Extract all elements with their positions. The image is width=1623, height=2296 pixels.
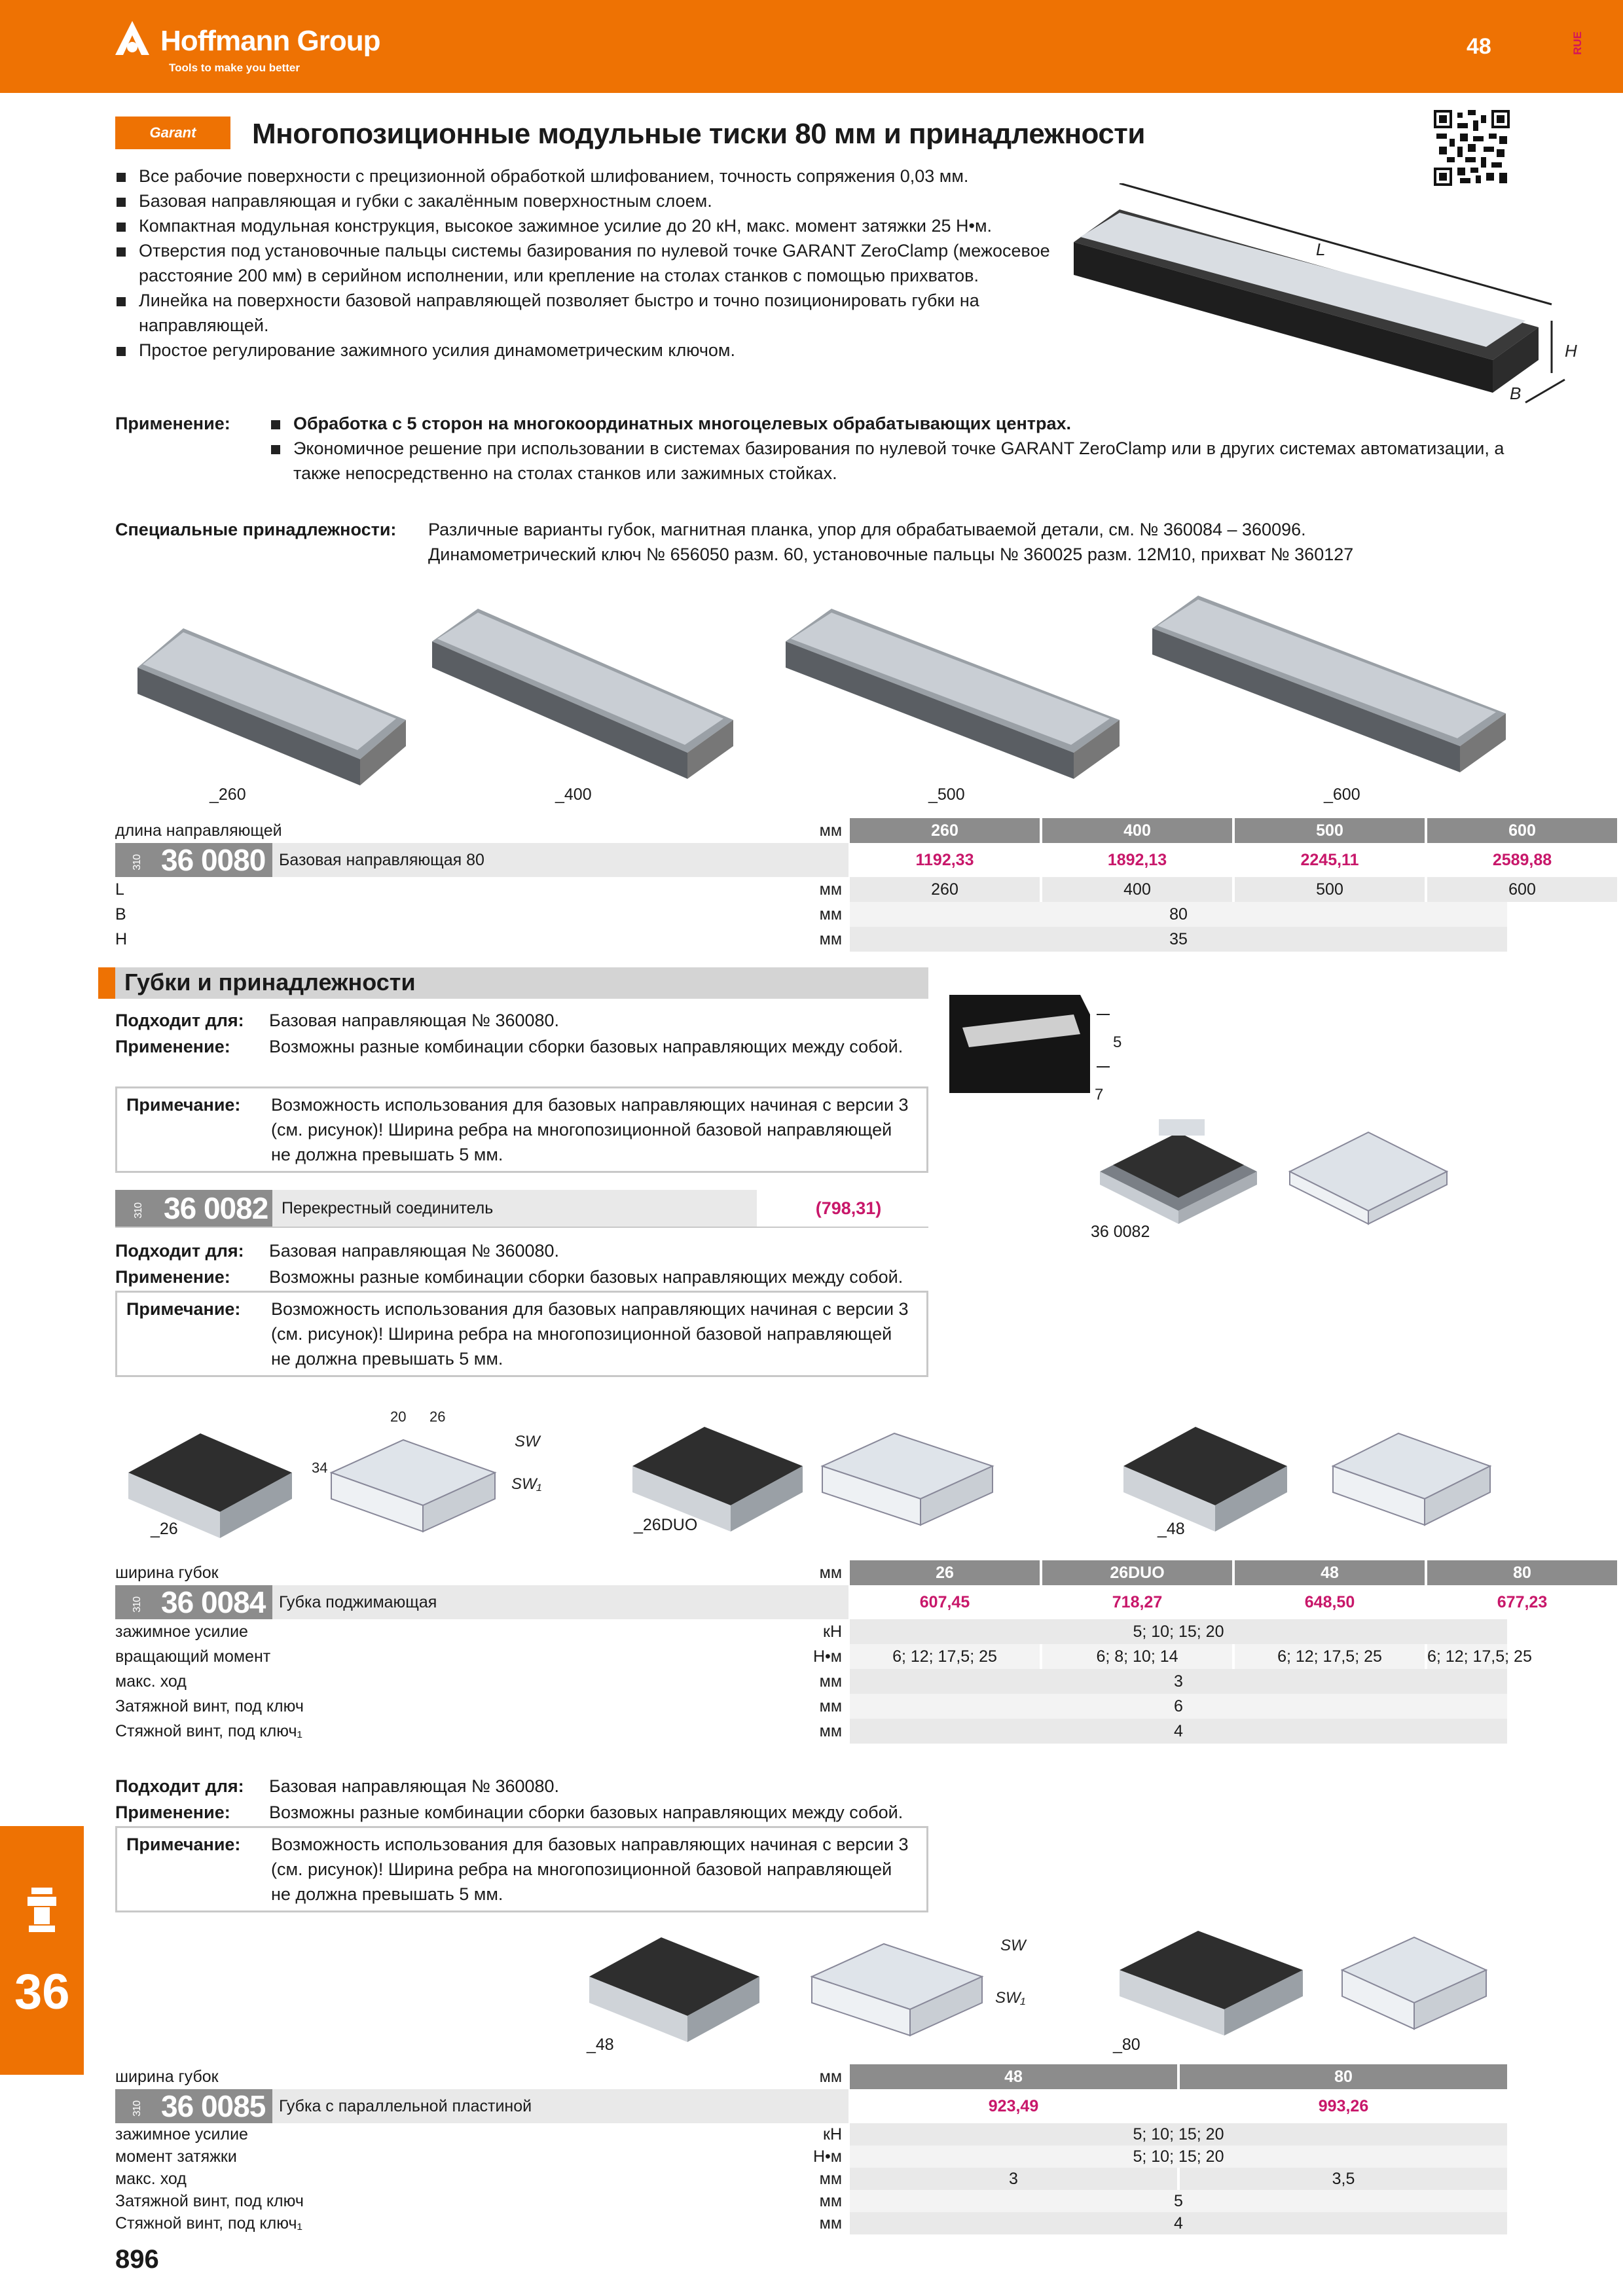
- fits-label: Подходит для:: [115, 1011, 244, 1030]
- size-col: 48: [1235, 1560, 1425, 1585]
- row-value: 5: [850, 2190, 1507, 2212]
- application-label: Применение:: [115, 414, 230, 433]
- row-value: 4: [850, 1719, 1507, 1744]
- article-row: [115, 2089, 1507, 2123]
- rail-caption: _260: [210, 785, 246, 804]
- feature-item: Отверстия под установочные пальцы системы базирования по нулевой точке GARANT ZeroClamp (межосевое расстояние 200 мм) в серийном исполнении, или крепление на столах станков с помощью прихватов.: [115, 238, 1058, 288]
- row-value: 6; 12; 17,5; 25: [850, 1644, 1040, 1669]
- cross-connector-caption: 36 0082: [1091, 1223, 1150, 1241]
- application-value: Возможны разные комбинации сборки базовых направляющих между собой.: [269, 1267, 903, 1287]
- dim-26-label: 26: [429, 1408, 446, 1425]
- price-cell[interactable]: 1192,33: [915, 851, 974, 869]
- sw1-label: SW₁: [511, 1475, 542, 1493]
- jaw-caption: _26DUO: [634, 1516, 698, 1534]
- table-row: [115, 2190, 1507, 2212]
- rail-260-drawing: [137, 628, 406, 785]
- article-prefix: 310: [133, 1202, 144, 1219]
- header-page-number: 48: [1467, 34, 1491, 59]
- garant-badge-text: Garant: [149, 124, 196, 141]
- parallel-jaw-drawings: [576, 1918, 1493, 2049]
- row-label: L: [115, 880, 124, 899]
- note-value: Возможность использования для базовых направляющих начиная с версии 3 (см. рисунок)! Ширина ребра на многопозиционной базовой направляющей не должна превышать 5 мм.: [271, 1835, 909, 1904]
- application-item: Экономичное решение при использовании в системах базирования по нулевой точке GARANT ZeroClamp или в других системах автоматизации, а также непосредственно на столах станков или зажимных стойках.: [270, 436, 1524, 486]
- row-label: Затяжной винт, под ключ: [115, 1697, 304, 1715]
- price-cell[interactable]: 2245,11: [1300, 851, 1359, 869]
- size-col: 260: [850, 818, 1040, 843]
- row-value: 5; 10; 15; 20: [850, 2145, 1507, 2168]
- table-parallel-jaw: [115, 2064, 1507, 2234]
- note-value: Возможность использования для базовых направляющих начиная с версии 3 (см. рисунок)! Ширина ребра на многопозиционной базовой направляющей не должна превышать 5 мм.: [271, 1299, 909, 1369]
- article-number: [115, 1190, 272, 1227]
- rail-600-drawing: [1152, 596, 1506, 772]
- row-unit: мм: [819, 880, 842, 899]
- table-row: [115, 1669, 1507, 1694]
- article-name: Губка поджимающая: [272, 1585, 848, 1619]
- rail-variants-drawing: [131, 589, 1519, 812]
- article-name: Губка с параллельной пластиной: [272, 2089, 848, 2123]
- application-block: [115, 411, 1504, 486]
- row-unit: мм: [819, 1722, 842, 1740]
- note-label: Примечание:: [126, 1095, 241, 1115]
- row-unit: мм: [819, 1672, 842, 1691]
- row-label: Стяжной винт, под ключ₁: [115, 2214, 302, 2233]
- table-clamping-jaw: [115, 1560, 1548, 1744]
- dim-h-label: H: [1565, 341, 1577, 361]
- row-label: Затяжной винт, под ключ: [115, 2192, 304, 2210]
- size-col: 500: [1235, 818, 1425, 843]
- chapter-tab[interactable]: [0, 1826, 84, 2075]
- parallel-jaw-48-drawing: [589, 1937, 759, 2042]
- row-unit: мм: [819, 1697, 842, 1715]
- header-unit: мм: [691, 818, 842, 844]
- fits-row: [115, 1238, 966, 1263]
- article-number: [115, 2089, 272, 2123]
- table-header-row: [115, 1560, 1531, 1585]
- article-number-text: 36 0084: [161, 1585, 266, 1619]
- row-unit: Н•м: [813, 1647, 842, 1666]
- rail-caption: _400: [555, 785, 592, 804]
- row-label: Стяжной винт, под ключ₁: [115, 1722, 302, 1740]
- row-value: 3: [850, 2168, 1177, 2190]
- vise-chapter-icon: [22, 1885, 62, 1937]
- row-unit: мм: [819, 905, 842, 924]
- table-row: [115, 927, 1507, 952]
- row-unit: кН: [823, 1623, 842, 1641]
- row-label: зажимное усилие: [115, 2125, 248, 2144]
- dim-34-label: 34: [312, 1460, 328, 1476]
- dim-7-label: 7: [1095, 1086, 1104, 1103]
- jaw-26-wire-drawing: [312, 1408, 541, 1532]
- fits-label: Подходит для:: [115, 1241, 244, 1261]
- header-label: ширина губок: [115, 2064, 691, 2090]
- size-col: 26: [850, 1560, 1040, 1585]
- dim-5-label: 5: [1113, 1033, 1122, 1051]
- price-cell[interactable]: 993,26: [1318, 2097, 1369, 2115]
- note-box: [115, 1826, 928, 1912]
- size-col: 600: [1427, 818, 1617, 843]
- article-row: [115, 1585, 1548, 1619]
- fits-label: Подходит для:: [115, 1776, 244, 1796]
- brand-tagline: Tools to make you better: [169, 62, 300, 74]
- parallel-jaw-caption: _80: [1113, 2036, 1140, 2054]
- sw1-label: SW₁: [995, 1989, 1026, 2007]
- note-label: Примечание:: [126, 1299, 241, 1319]
- dim-l-label: L: [1316, 240, 1326, 259]
- row-value: 4: [850, 2212, 1507, 2234]
- parallel-jaw-80-wire-drawing: [1342, 1937, 1486, 2029]
- special-accessories-block: [115, 517, 1490, 567]
- row-value: 260: [850, 877, 1040, 902]
- row-value: 80: [850, 902, 1507, 927]
- row-unit: мм: [819, 930, 842, 948]
- table-base-rail: [115, 818, 1552, 952]
- article-number-text: 36 0082: [164, 1191, 268, 1225]
- row-unit: мм: [819, 2170, 842, 2188]
- application-label: Применение:: [115, 1267, 230, 1287]
- article-number: [115, 1585, 272, 1619]
- feature-item: Линейка на поверхности базовой направляющей позволяет быстро и точно позиционировать губки на направляющей.: [115, 288, 1058, 338]
- feature-item: Все рабочие поверхности с прецизионной обработкой шлифованием, точность сопряжения 0,03 мм.: [115, 164, 1058, 188]
- qr-code-icon[interactable]: [1434, 110, 1510, 186]
- article-number: [115, 843, 272, 877]
- base-rail-drawing: [1067, 183, 1604, 412]
- price-cell[interactable]: 607,45: [919, 1593, 970, 1611]
- application-value: Возможны разные комбинации сборки базовых направляющих между собой.: [269, 1037, 903, 1056]
- fits-value: Базовая направляющая № 360080.: [269, 1776, 560, 1796]
- row-value: 5; 10; 15; 20: [850, 2123, 1507, 2145]
- feature-item: Компактная модульная конструкция, высокое зажимное усилие до 20 кН, макс. момент затяжки 25 Н•м.: [115, 213, 1058, 238]
- row-unit: мм: [819, 2192, 842, 2210]
- price-cell[interactable]: (798,31): [815, 1198, 882, 1218]
- jaw-48-drawing: [1123, 1427, 1287, 1532]
- jaw-48-wire-drawing: [1333, 1433, 1490, 1525]
- size-col: 26DUO: [1042, 1560, 1232, 1585]
- application-row: [115, 1034, 901, 1059]
- size-col: 80: [1427, 1560, 1617, 1585]
- row-label: момент затяжки: [115, 2147, 237, 2166]
- table-header-row: [115, 818, 1536, 843]
- row-label: зажимное усилие: [115, 1623, 248, 1641]
- row-value: 6: [850, 1694, 1507, 1719]
- cross-connector-drawing: [1087, 1093, 1519, 1237]
- footer-page-number: 896: [115, 2245, 159, 2274]
- row-label: макс. ход: [115, 2170, 187, 2188]
- application-label: Применение:: [115, 1803, 230, 1822]
- article-row: [115, 843, 1552, 877]
- article-row-360082: [115, 1190, 928, 1228]
- table-row: [115, 877, 1536, 902]
- row-value: 6; 8; 10; 14: [1042, 1644, 1232, 1669]
- article-prefix: 310: [132, 854, 143, 870]
- rail-400-drawing: [432, 609, 733, 779]
- size-col: 400: [1042, 818, 1232, 843]
- table-row: [115, 1644, 1532, 1669]
- article-number-text: 36 0085: [161, 2089, 266, 2123]
- fits-row: [115, 1008, 940, 1033]
- row-value: 600: [1427, 877, 1617, 902]
- parallel-jaw-caption: _48: [587, 2036, 614, 2054]
- row-value: 3,5: [1180, 2168, 1507, 2190]
- header-label: ширина губок: [115, 1560, 691, 1587]
- row-value: 6; 12; 17,5; 25: [1427, 1644, 1507, 1669]
- header-unit: мм: [691, 2064, 842, 2090]
- table-row: [115, 2212, 1507, 2234]
- special-accessories-label: Специальные принадлежности:: [115, 520, 397, 539]
- jaw-26duo-wire-drawing: [822, 1433, 993, 1525]
- note-box: [115, 1086, 928, 1173]
- note-value: Возможность использования для базовых направляющих начиная с версии 3 (см. рисунок)! Ширина ребра на многопозиционной базовой направляющей не должна превышать 5 мм.: [271, 1095, 909, 1164]
- row-label: вращающий момент: [115, 1647, 271, 1666]
- table-row: [115, 902, 1507, 927]
- row-label: B: [115, 905, 126, 924]
- note-label: Примечание:: [126, 1835, 241, 1854]
- price-cell[interactable]: 677,23: [1497, 1593, 1548, 1611]
- article-number-text: 36 0080: [161, 843, 266, 877]
- price-cell[interactable]: 923,49: [988, 2097, 1039, 2115]
- row-label: макс. ход: [115, 1672, 187, 1691]
- row-value: 3: [850, 1669, 1507, 1694]
- application-label: Применение:: [115, 1037, 230, 1056]
- rail-caption: _600: [1324, 785, 1360, 804]
- parallel-jaw-48-wire-drawing: [812, 1937, 1027, 2036]
- dim-20-label: 20: [390, 1408, 407, 1425]
- dim-b-label: B: [1510, 384, 1522, 403]
- row-value: 5; 10; 15; 20: [850, 1619, 1507, 1644]
- row-unit: Н•м: [813, 2147, 842, 2166]
- price-cell[interactable]: 718,27: [1112, 1593, 1163, 1611]
- application-value: Возможны разные комбинации сборки базовых направляющих между собой.: [269, 1803, 903, 1822]
- feature-item: Базовая направляющая и губки с закалённым поверхностным слоем.: [115, 188, 1058, 213]
- special-accessories-line: Динамометрический ключ № 656050 разм. 60, установочные пальцы № 360025 разм. 12М10, прихват № 360127: [428, 545, 1354, 564]
- row-value: 35: [850, 927, 1507, 952]
- table-row: [115, 2168, 1507, 2190]
- application-row: [115, 1800, 966, 1825]
- fits-value: Базовая направляющая № 360080.: [269, 1011, 560, 1030]
- section-title: Губки и принадлежности: [124, 969, 416, 996]
- parallel-jaw-80-drawing: [1120, 1931, 1303, 2036]
- table-row: [115, 1694, 1507, 1719]
- row-unit: кН: [823, 2125, 842, 2144]
- hoffmann-logo-icon: [113, 18, 152, 58]
- header-unit: мм: [691, 1560, 842, 1587]
- feature-list: [115, 164, 1058, 363]
- row-unit: мм: [819, 2214, 842, 2233]
- rib-profile-drawing: [949, 988, 1159, 1106]
- article-prefix: 310: [132, 1596, 143, 1613]
- clamping-jaw-drawings: [115, 1401, 1510, 1551]
- brand-name: Hoffmann Group: [160, 25, 380, 57]
- article-prefix: 310: [132, 2100, 143, 2117]
- application-row: [115, 1265, 966, 1289]
- price-cell[interactable]: 1892,13: [1107, 851, 1167, 869]
- article-name: Перекрестный соединитель: [272, 1190, 757, 1227]
- row-value: 500: [1235, 877, 1425, 902]
- row-value: 400: [1042, 877, 1232, 902]
- table-row: [115, 2145, 1507, 2168]
- page-title: Многопозиционные модульные тиски 80 мм и принадлежности: [252, 118, 1145, 150]
- size-col: 80: [1180, 2064, 1507, 2089]
- sw-label: SW: [515, 1433, 540, 1450]
- jaw-caption: _26: [151, 1520, 178, 1538]
- size-col: 48: [850, 2064, 1177, 2089]
- fits-value: Базовая направляющая № 360080.: [269, 1241, 560, 1261]
- application-item: Обработка с 5 сторон на многокоординатных многоцелевых обрабатывающих центрах.: [270, 411, 1210, 436]
- sw-label: SW: [1000, 1937, 1026, 1954]
- table-row: [115, 2123, 1507, 2145]
- chapter-number: 36: [14, 1964, 70, 2020]
- fits-row: [115, 1774, 966, 1799]
- table-row: [115, 1719, 1507, 1744]
- price-cell[interactable]: 648,50: [1304, 1593, 1355, 1611]
- table-header-row: [115, 2064, 1507, 2089]
- language-tag: RUE: [1571, 31, 1584, 55]
- jaw-caption: _48: [1158, 1520, 1185, 1538]
- table-row: [115, 1619, 1507, 1644]
- row-label: H: [115, 930, 128, 948]
- feature-item: Простое регулирование зажимного усилия динамометрическим ключом.: [115, 338, 1058, 363]
- rail-caption: _500: [928, 785, 965, 804]
- header-label: длина направляющей: [115, 818, 691, 844]
- price-cell[interactable]: 2589,88: [1492, 851, 1552, 869]
- garant-badge: [115, 117, 230, 149]
- row-value: 6; 12; 17,5; 25: [1235, 1644, 1425, 1669]
- special-accessories-line: Различные варианты губок, магнитная планка, упор для обрабатываемой детали, см. № 360084 – 360096.: [428, 520, 1306, 539]
- article-name: Базовая направляющая 80: [272, 843, 848, 877]
- note-box: [115, 1291, 928, 1377]
- rail-500-drawing: [786, 609, 1120, 779]
